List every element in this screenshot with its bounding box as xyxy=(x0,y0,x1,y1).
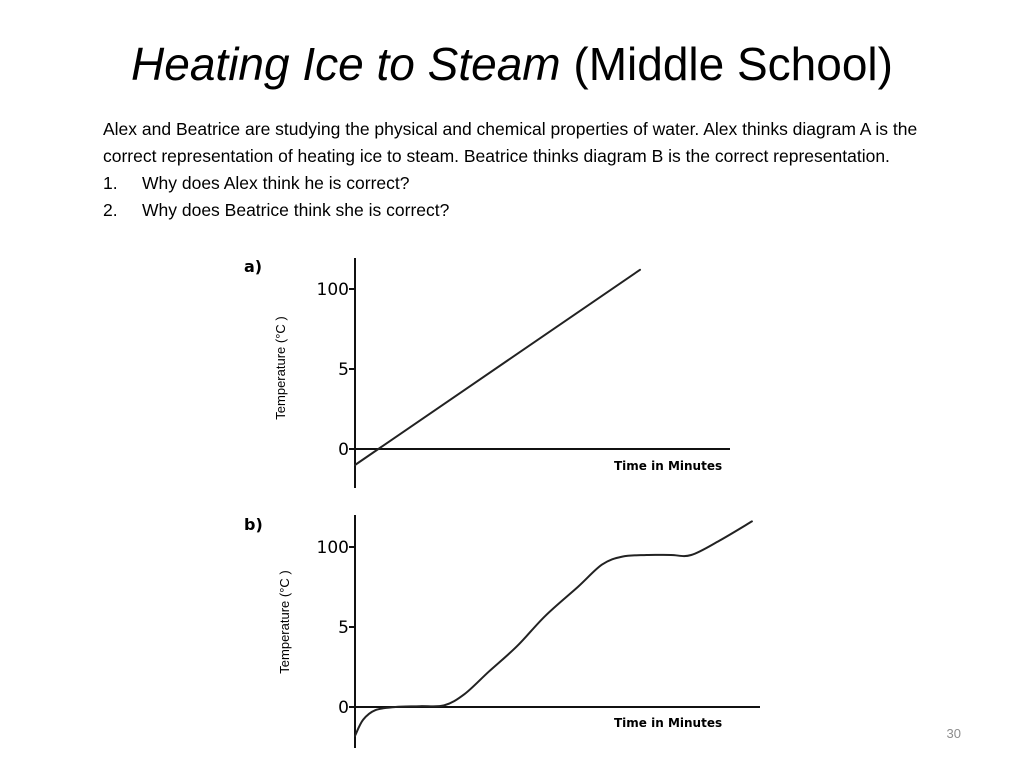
y-tick-label: 100 xyxy=(316,280,349,300)
y-tick-label: 0 xyxy=(338,440,349,460)
x-axis-label: Time in Minutes xyxy=(614,459,723,473)
y-axis-label: Temperature (°C ) xyxy=(277,570,292,674)
question-text-1: Why does Alex think he is correct? xyxy=(142,173,410,193)
chart-panel-a xyxy=(244,257,730,488)
y-tick-label: 0 xyxy=(338,698,349,718)
y-tick-label: 5 xyxy=(338,618,349,638)
slide-title-plain: (Middle School) xyxy=(573,38,893,90)
question-number: 2. xyxy=(103,200,118,220)
y-tick-label: 5 xyxy=(338,360,349,380)
panel-label: a) xyxy=(244,257,263,276)
y-axis-label: Temperature (°C ) xyxy=(273,316,288,420)
question-number: 1. xyxy=(103,173,118,193)
intro-paragraph: Alex and Beatrice are studying the physical and chemical properties of water. Alex thinks diagram A is the correct representation of heating ice to steam. Beatrice thinks diagram B is the correct representation. xyxy=(103,119,918,166)
chart-panel-b xyxy=(244,515,760,748)
slide-title-italic: Heating Ice to Steam xyxy=(131,38,561,90)
series-line xyxy=(355,270,640,465)
panel-label: b) xyxy=(244,515,263,534)
question-text-2: Why does Beatrice think she is correct? xyxy=(142,200,450,220)
page-number: 30 xyxy=(946,726,961,741)
x-axis-label: Time in Minutes xyxy=(614,716,723,730)
y-tick-label: 100 xyxy=(316,538,349,558)
series-line xyxy=(355,521,752,735)
